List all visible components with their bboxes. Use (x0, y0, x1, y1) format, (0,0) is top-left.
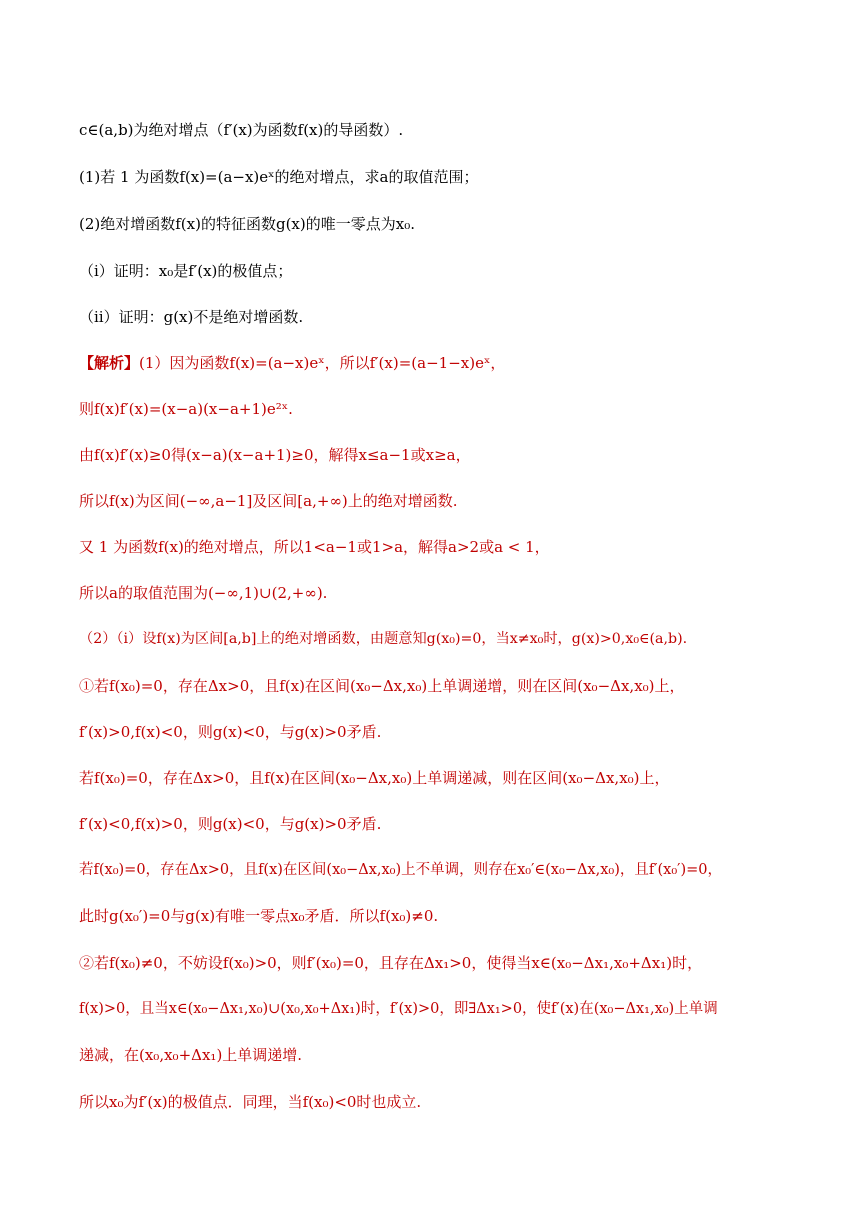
solution-line-1: 【解析】(1）因为函数f(x)=(a−x)eˣ，所以f′(x)=(a−1−x)eˣ， (79, 354, 506, 372)
question-1: (1)若 1 为函数f(x)=(a−x)eˣ的绝对增点，求a的取值范围； (79, 168, 479, 186)
solution-part-2-line-1: （2）（ⅰ）设f(x)为区间[a,b]上的绝对增函数，由题意知g(x₀)=0，当x≠x₀时，g(x)>0,x₀∈(a,b). (79, 631, 688, 647)
solution-part-2-line-10: 递减，在(x₀,x₀+Δx₁)上单调递增. (79, 1046, 303, 1064)
solution-part-2-line-4: 若f(x₀)=0，存在Δx>0，且f(x)在区间(x₀−Δx,x₀)上单调递减，则在区间(x₀−Δx,x₀)上， (79, 769, 670, 787)
solution-part-2-line-11: 所以x₀为f′(x)的极值点．同理，当f(x₀)<0时也成立. (79, 1093, 422, 1111)
solution-part-2-line-3: f′(x)>0,f(x)<0，则g(x)<0，与g(x)>0矛盾. (79, 723, 382, 741)
analysis-tag: 【解析】 (79, 354, 140, 372)
solution-line-5: 又 1 为函数f(x)的绝对增点，所以1<a−1或1>a，解得a>2或a < 1， (79, 538, 550, 556)
solution-part-2-line-5: f′(x)<0,f(x)>0，则g(x)<0，与g(x)>0矛盾. (79, 815, 382, 833)
solution-part-2-line-2: ①若f(x₀)=0，存在Δx>0，且f(x)在区间(x₀−Δx,x₀)上单调递增，则在区间(x₀−Δx,x₀)上， (79, 677, 685, 695)
solution-part-2-line-8: ②若f(x₀)≠0，不妨设f(x₀)>0，则f′(x₀)=0，且存在Δx₁>0，使得当x∈(x₀−Δx₁,x₀+Δx₁)时， (79, 954, 703, 972)
solution-line-4: 所以f(x)为区间(−∞,a−1]及区间[a,+∞)上的绝对增函数. (79, 492, 458, 510)
solution-part-2-line-9: f(x)>0，且当x∈(x₀−Δx₁,x₀)∪(x₀,x₀+Δx₁)时，f′(x)>0，即∃Δx₁>0，使f′(x)在(x₀−Δx₁,x₀)上单调 (79, 1001, 718, 1017)
solution-line-3: 由f(x)f′(x)≥0得(x−a)(x−a+1)≥0，解得x≤a−1或x≥a， (79, 446, 471, 464)
solution-line-6: 所以a的取值范围为(−∞,1)∪(2,+∞). (79, 584, 328, 602)
solution-part-2-line-6: 若f(x₀)=0，存在Δx>0，且f(x)在区间(x₀−Δx,x₀)上不单调，则存在x₀′∈(x₀−Δx,x₀)，且f′(x₀′)=0， (79, 862, 722, 878)
solution-part-2-line-7: 此时g(x₀′)=0与g(x)有唯一零点x₀矛盾．所以f(x₀)≠0. (79, 907, 439, 925)
question-2-part-i: （ⅰ）证明：x₀是f′(x)的极值点； (79, 262, 293, 280)
solution-line-2: 则f(x)f′(x)=(x−a)(x−a+1)e²ˣ. (79, 400, 293, 418)
intro-line: c∈(a,b)为绝对增点（f′(x)为函数f(x)的导函数）. (79, 121, 404, 139)
question-2: (2)绝对增函数f(x)的特征函数g(x)的唯一零点为x₀. (79, 215, 415, 233)
question-2-part-ii: （ⅱ）证明：g(x)不是绝对增函数. (79, 308, 304, 326)
